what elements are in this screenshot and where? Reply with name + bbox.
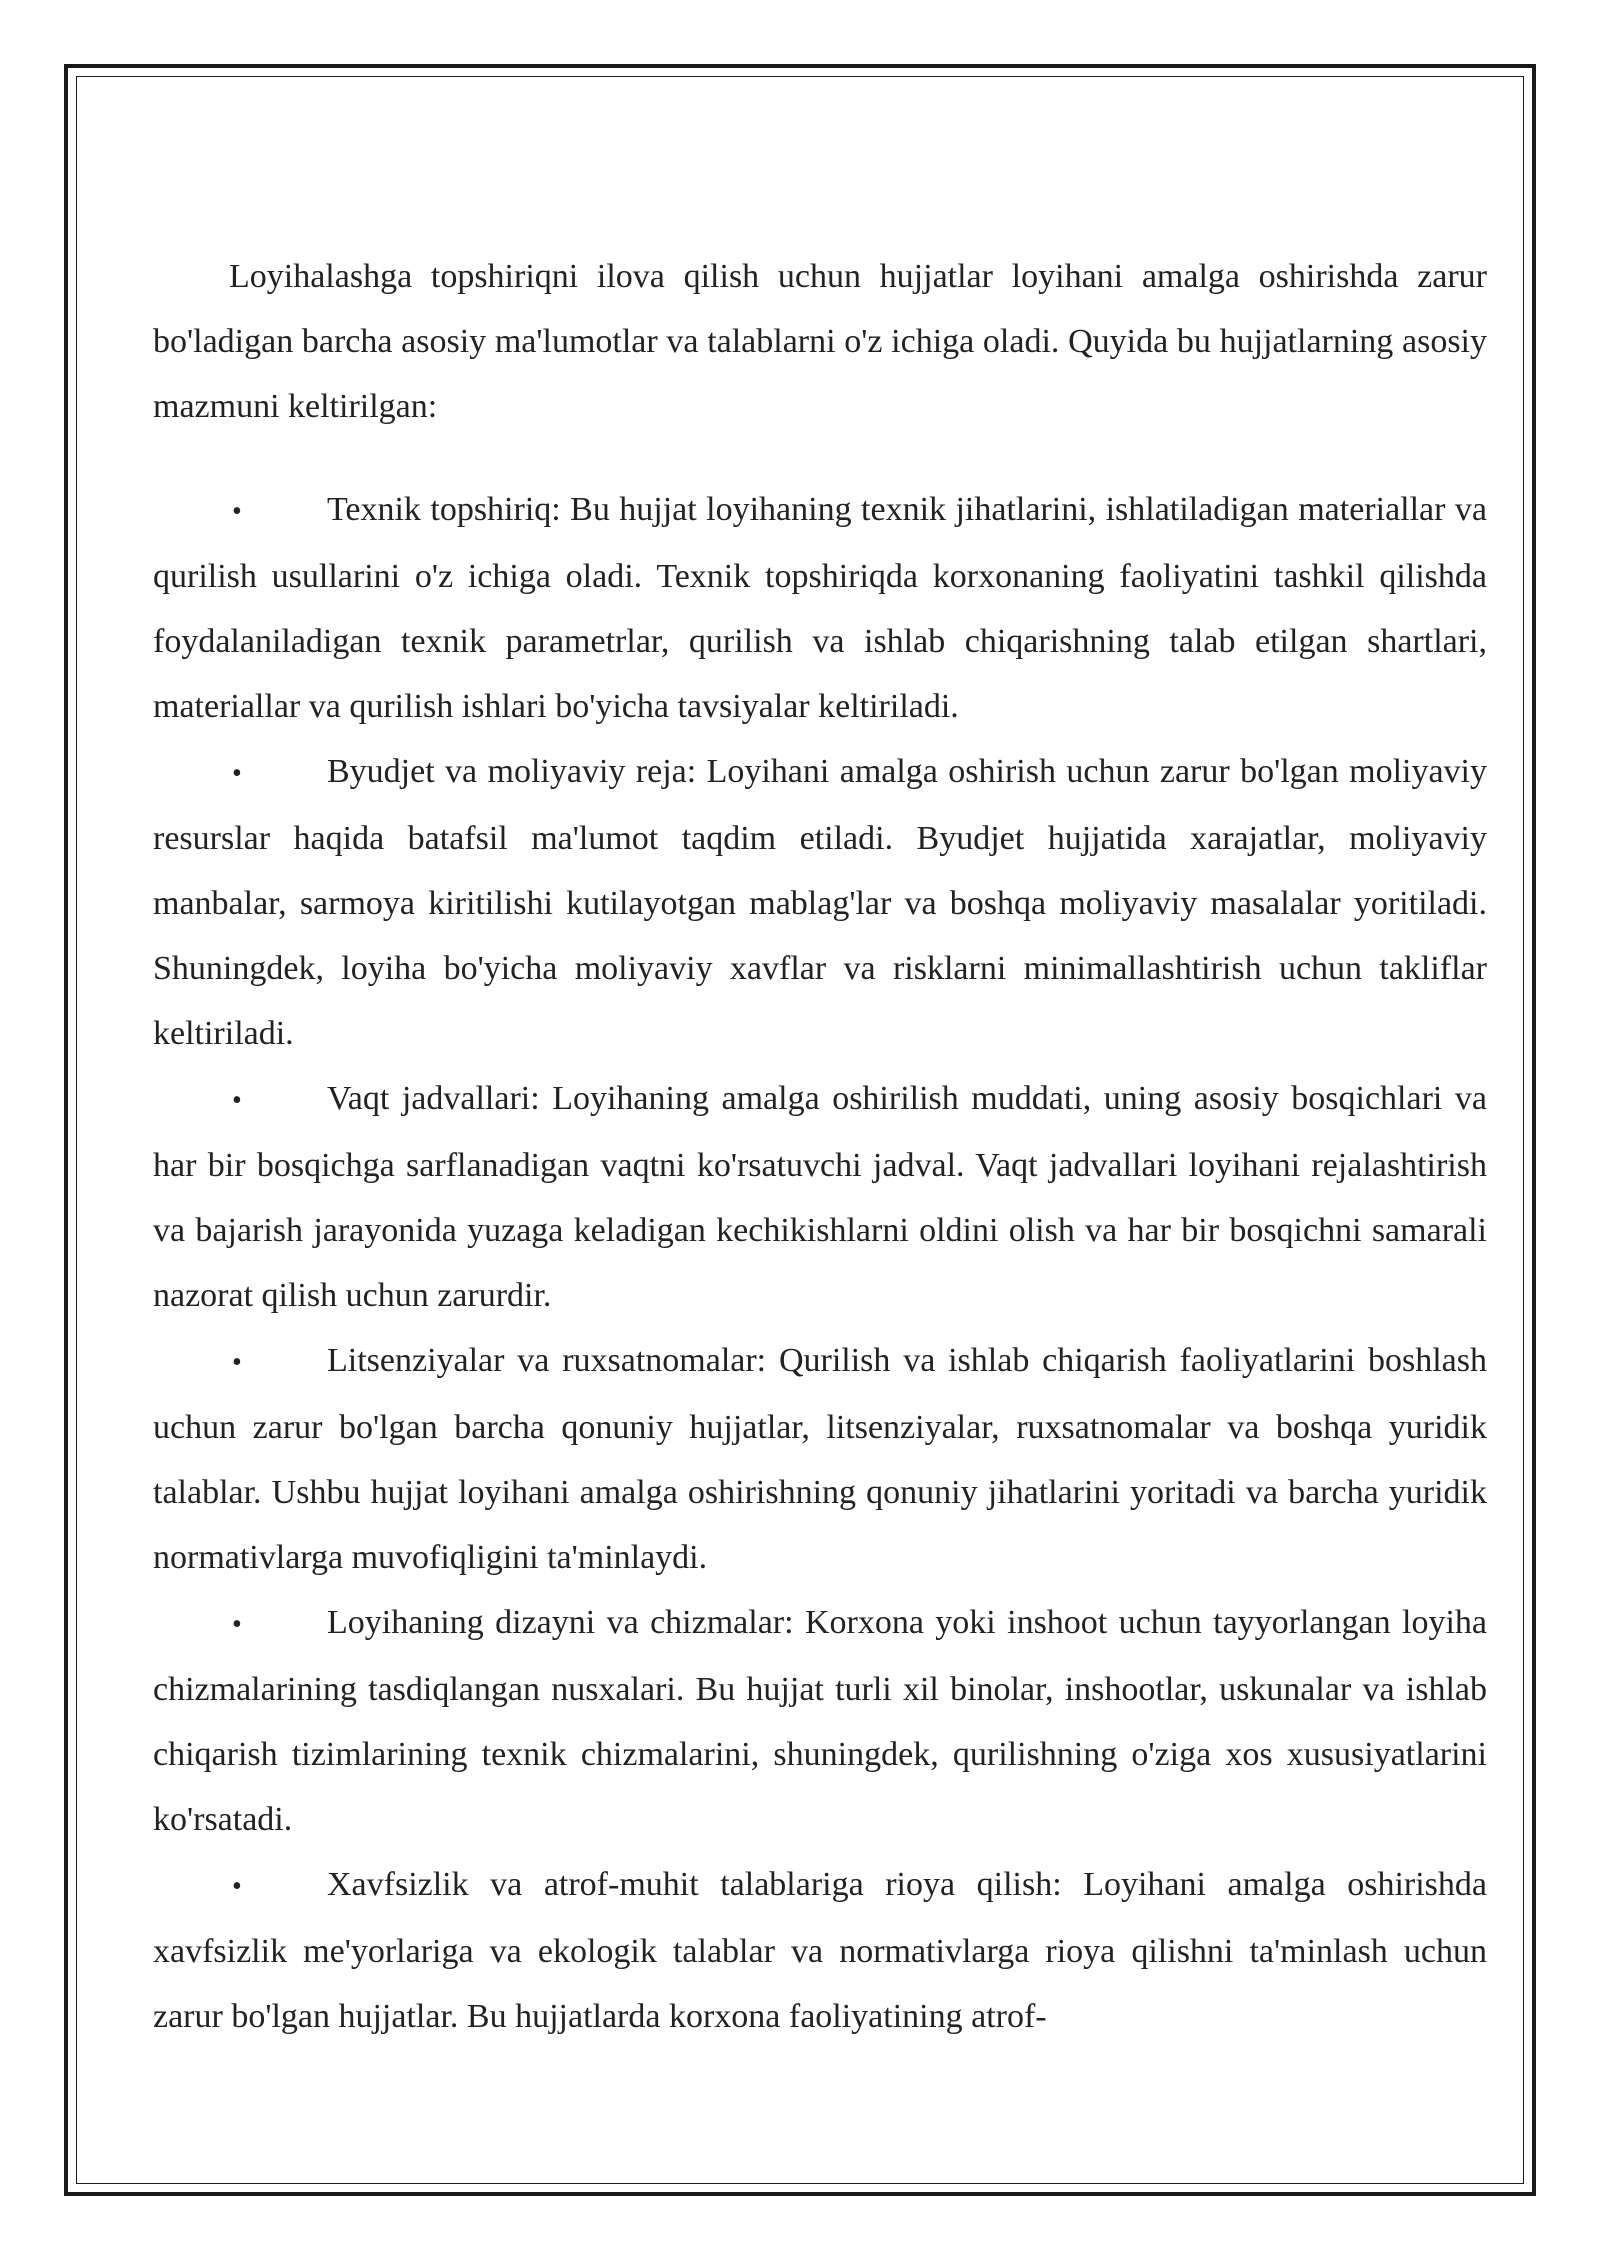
bullet-icon: •	[232, 1347, 242, 1378]
bullet-icon: •	[232, 1871, 242, 1902]
list-item-text: Byudjet va moliyaviy reja: Loyihani amalga oshirish uchun zarur bo'lgan moliyaviy resurslar haqida batafsil ma'lumot taqdim etiladi. Byudjet hujjatida xarajatlar, moliyaviy manbalar, sarmoya kiritilishi kutilayotgan mablag'lar va boshqa moliyaviy masalalar yoritiladi. Shuningdek, loyiha bo'yicha moliyaviy xavflar va risklarni minimallashtirish uchun takliflar keltiriladi.	[153, 753, 1487, 1052]
list-item	[153, 1066, 1487, 1328]
bullet-icon: •	[232, 758, 242, 789]
list-item-text: Vaqt jadvallari: Loyihaning amalga oshirilish muddati, uning asosiy bosqichlari va har bir bosqichga sarflanadigan vaqtni ko'rsatuvchi jadval. Vaqt jadvallari loyihani rejalashtirish va bajarish jarayonida yuzaga keladigan kechikishlarni oldini olish va har bir bosqichni samarali nazorat qilish uchun zarurdir.	[153, 1080, 1487, 1314]
list-item	[153, 1590, 1487, 1852]
document-body	[153, 244, 1487, 2049]
bullet-icon: •	[232, 1609, 242, 1640]
list-item	[153, 739, 1487, 1066]
list-item	[153, 1852, 1487, 2049]
intro-paragraph: Loyihalashga topshiriqni ilova qilish uchun hujjatlar loyihani amalga oshirishda zarur bo'ladigan barcha asosiy ma'lumotlar va talablarni o'z ichiga oladi. Quyida bu hujjatlarning asosiy mazmuni keltirilgan:	[153, 258, 1487, 425]
list-item-text: Xavfsizlik va atrof-muhit talablariga rioya qilish: Loyihani amalga oshirishda xavfsizlik me'yorlariga va ekologik talablar va normativlarga rioya qilishni ta'minlash uchun zarur bo'lgan hujjatlar. Bu hujjatlarda korxona faoliyatining atrof-	[153, 1866, 1487, 2035]
list-item	[153, 477, 1487, 739]
list-item-text: Loyihaning dizayni va chizmalar: Korxona yoki inshoot uchun tayyorlangan loyiha chizmalarining tasdiqlangan nusxalari. Bu hujjat turli xil binolar, inshootlar, uskunalar va ishlab chiqarish tizimlarining texnik chizmalarini, shuningdek, qurilishning o'ziga xos xususiyatlarini ko'rsatadi.	[153, 1604, 1487, 1838]
bullet-icon: •	[232, 496, 242, 527]
bullet-icon: •	[232, 1085, 242, 1116]
list-item	[153, 1328, 1487, 1590]
list-item-text: Texnik topshiriq: Bu hujjat loyihaning texnik jihatlarini, ishlatiladigan materiallar va qurilish usullarini o'z ichiga oladi. Texnik topshiriqda korxonaning faoliyatini tashkil qilishda foydalaniladigan texnik parametrlar, qurilish va ishlab chiqarishning talab etilgan shartlari, materiallar va qurilish ishlari bo'yicha tavsiyalar keltiriladi.	[153, 491, 1487, 725]
list-item-text: Litsenziyalar va ruxsatnomalar: Qurilish va ishlab chiqarish faoliyatlarini boshlash uchun zarur bo'lgan barcha qonuniy hujjatlar, litsenziyalar, ruxsatnomalar va boshqa yuridik talablar. Ushbu hujjat loyihani amalga oshirishning qonuniy jihatlarini yoritadi va barcha yuridik normativlarga muvofiqligini ta'minlaydi.	[153, 1342, 1487, 1576]
